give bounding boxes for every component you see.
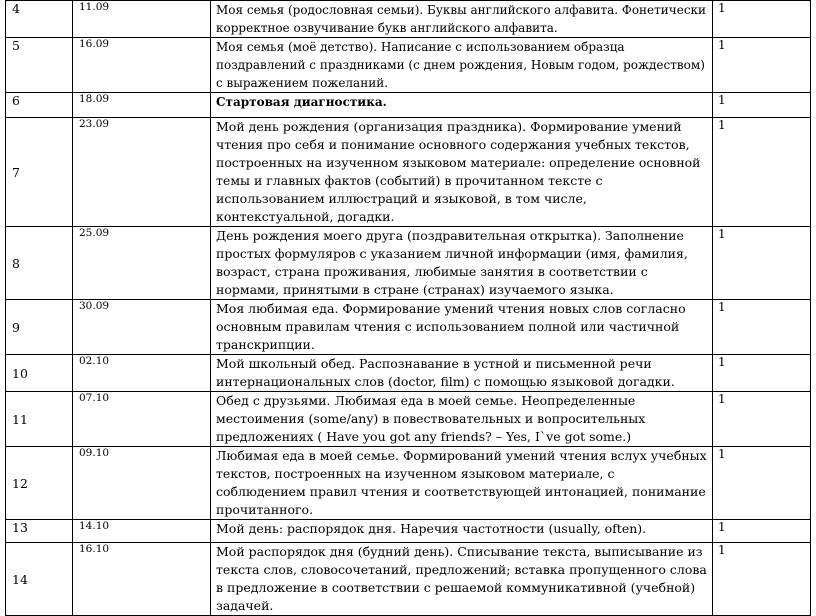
table-row: [6, 447, 811, 520]
lesson-topic: Стартовая диагностика.: [211, 93, 713, 118]
lesson-hours: 1: [713, 355, 811, 392]
lesson-hours: 1: [713, 300, 811, 355]
table-row: [6, 543, 811, 616]
table-row: [6, 392, 811, 447]
lesson-topic: Мой день рождения (организация праздника). Формирование умений чтения про себя и понимание основного содержания учебных текстов, построенных на изученном языковом материале: определение основной темы и главных фактов (событий) в прочитанном тексте с использованием иллюстраций и языковой, в том числе, контекстуальной, догадки.: [211, 118, 713, 227]
lesson-date: 25.09: [73, 227, 211, 300]
lesson-date: 30.09: [73, 300, 211, 355]
lesson-hours: 1: [713, 118, 811, 227]
lesson-number: 7: [6, 118, 73, 227]
lesson-number: 10: [6, 355, 73, 392]
lesson-number: 12: [6, 447, 73, 520]
lesson-topic: Любимая еда в моей семье. Формирований умений чтения вслух учебных текстов, построенных на изученном языковом материале, с соблюдением правил чтения и соответствующей интонацией, понимание прочитанного.: [211, 447, 713, 520]
lesson-hours: 1: [713, 1, 811, 38]
table-row: [6, 38, 811, 93]
lesson-topic: Мой школьный обед. Распознавание в устной и письменной речи интернациональных слов (doctor, film) с помощью языковой догадки.: [211, 355, 713, 392]
lesson-number: 4: [6, 1, 73, 38]
lesson-number: 8: [6, 227, 73, 300]
lesson-date: 09.10: [73, 447, 211, 520]
lesson-number: 5: [6, 38, 73, 93]
lesson-plan-table: [5, 0, 811, 616]
lesson-number: 13: [6, 520, 73, 543]
lesson-date: 16.09: [73, 38, 211, 93]
lesson-topic: Моя семья (родословная семьи). Буквы английского алфавита. Фонетически корректное озвучивание букв английского алфавита.: [211, 1, 713, 38]
lesson-date: 18.09: [73, 93, 211, 118]
lesson-hours: 1: [713, 392, 811, 447]
lesson-topic: Моя любимая еда. Формирование умений чтения новых слов согласно основным правилам чтения с использованием полной или частичной транскрипции.: [211, 300, 713, 355]
lesson-hours: 1: [713, 93, 811, 118]
lesson-hours: 1: [713, 543, 811, 616]
table-row: [6, 300, 811, 355]
lesson-hours: 1: [713, 520, 811, 543]
table-row: [6, 93, 811, 118]
lesson-date: 16.10: [73, 543, 211, 616]
lesson-topic: Мой распорядок дня (будний день). Списывание текста, выписывание из текста слов, словосочетаний, предложений; вставка пропущенного слова в предложение в соответствии с решаемой коммуникативной (учебной) задачей.: [211, 543, 713, 616]
lesson-date: 07.10: [73, 392, 211, 447]
lesson-topic: Мой день: распорядок дня. Наречия частотности (usually, often).: [211, 520, 713, 543]
lesson-date: 11.09: [73, 1, 211, 38]
lesson-date: 23.09: [73, 118, 211, 227]
lesson-number: 14: [6, 543, 73, 616]
table-row: [6, 1, 811, 38]
lesson-number: 11: [6, 392, 73, 447]
lesson-topic: Моя семья (моё детство). Написание с использованием образца поздравлений с праздниками (с днем рождения, Новым годом, рождеством) с выражением пожеланий.: [211, 38, 713, 93]
lesson-hours: 1: [713, 38, 811, 93]
table-row: [6, 355, 811, 392]
lesson-number: 6: [6, 93, 73, 118]
table-row: [6, 227, 811, 300]
lesson-topic: День рождения моего друга (поздравительная открытка). Заполнение простых формуляров с указанием личной информации (имя, фамилия, возраст, страна проживания, любимые занятия в соответствии с нормами, принятыми в стране (странах) изучаемого языка.: [211, 227, 713, 300]
lesson-hours: 1: [713, 227, 811, 300]
lesson-date: 14.10: [73, 520, 211, 543]
table-row: [6, 118, 811, 227]
table-row: [6, 520, 811, 543]
lesson-topic: Обед с друзьями. Любимая еда в моей семье. Неопределенные местоимения (some/any) в повествовательных и вопросительных предложениях ( Have you got any friends? – Yes, I`ve got some.): [211, 392, 713, 447]
lesson-hours: 1: [713, 447, 811, 520]
lesson-number: 9: [6, 300, 73, 355]
lesson-date: 02.10: [73, 355, 211, 392]
